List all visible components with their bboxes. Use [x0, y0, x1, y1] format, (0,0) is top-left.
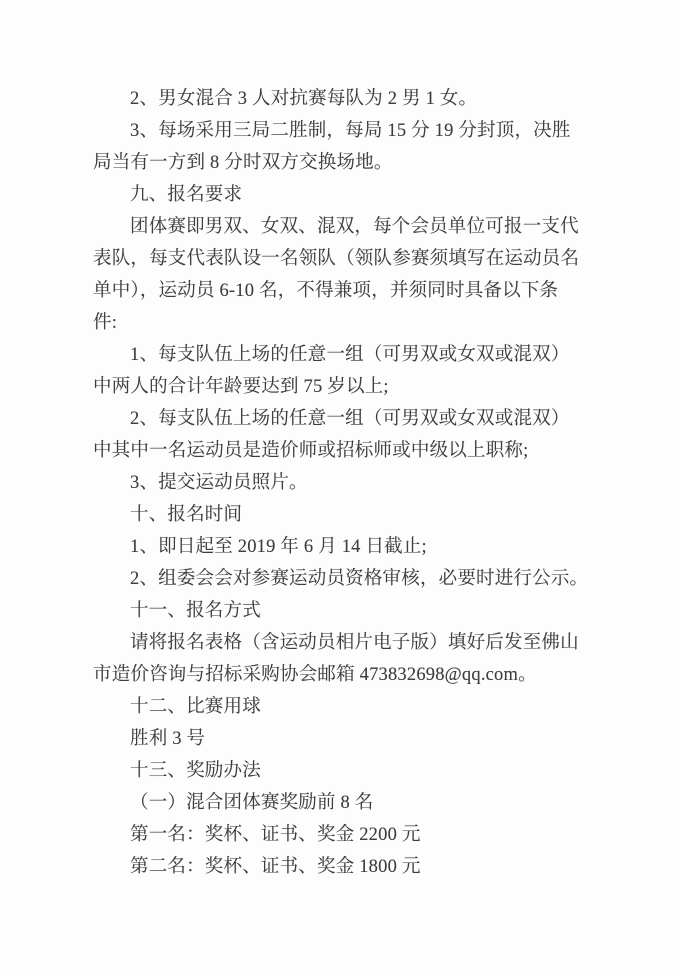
text-line: 2、男女混合 3 人对抗赛每队为 2 男 1 女。 [130, 89, 478, 109]
text-line: 单中），运动员 6-10 名，不得兼项，并须同时具备以下条 [93, 281, 559, 301]
text-line: 中两人的合计年龄要达到 75 岁以上; [93, 377, 389, 397]
text-line: 十三、奖励办法 [130, 761, 261, 781]
text-line: 表队，每支代表队设一名领队（领队参赛须填写在运动员名 [93, 249, 580, 269]
text-line: 胜利 3 号 [130, 729, 206, 749]
text-line: 九、报名要求 [130, 185, 243, 205]
text-line: 第一名：奖杯、证书、奖金 2200 元 [130, 825, 421, 845]
text-line: 第二名：奖杯、证书、奖金 1800 元 [130, 857, 421, 877]
text-line: 请将报名表格（含运动员相片电子版）填好后发至佛山 [130, 633, 579, 653]
text-line: 2、每支队伍上场的任意一组（可男双或女双或混双） [130, 409, 570, 429]
text-line: 3、每场采用三局二胜制，每局 15 分 19 分封顶，决胜 [130, 121, 571, 141]
text-line: 2、组委会会对参赛运动员资格审核，必要时进行公示。 [130, 569, 589, 589]
text-line: 1、即日起至 2019 年 6 月 14 日截止; [130, 537, 427, 557]
text-line: 市造价咨询与招标采购协会邮箱 473832698@qq.com。 [93, 665, 537, 685]
text-line: 十、报名时间 [130, 505, 243, 525]
text-line: 局当有一方到 8 分时双方交换场地。 [93, 153, 393, 173]
text-line: 3、提交运动员照片。 [130, 473, 308, 493]
text-line: 1、每支队伍上场的任意一组（可男双或女双或混双） [130, 345, 570, 365]
text-line: （一）混合团体赛奖励前 8 名 [130, 793, 374, 813]
text-line: 团体赛即男双、女双、混双，每个会员单位可报一支代 [130, 217, 579, 237]
document-body [93, 83, 593, 883]
text-line: 十一、报名方式 [130, 601, 261, 621]
text-line: 十二、比赛用球 [130, 697, 261, 717]
text-line: 中其中一名运动员是造价师或招标师或中级以上职称; [93, 441, 529, 461]
text-line: 件: [93, 313, 118, 333]
